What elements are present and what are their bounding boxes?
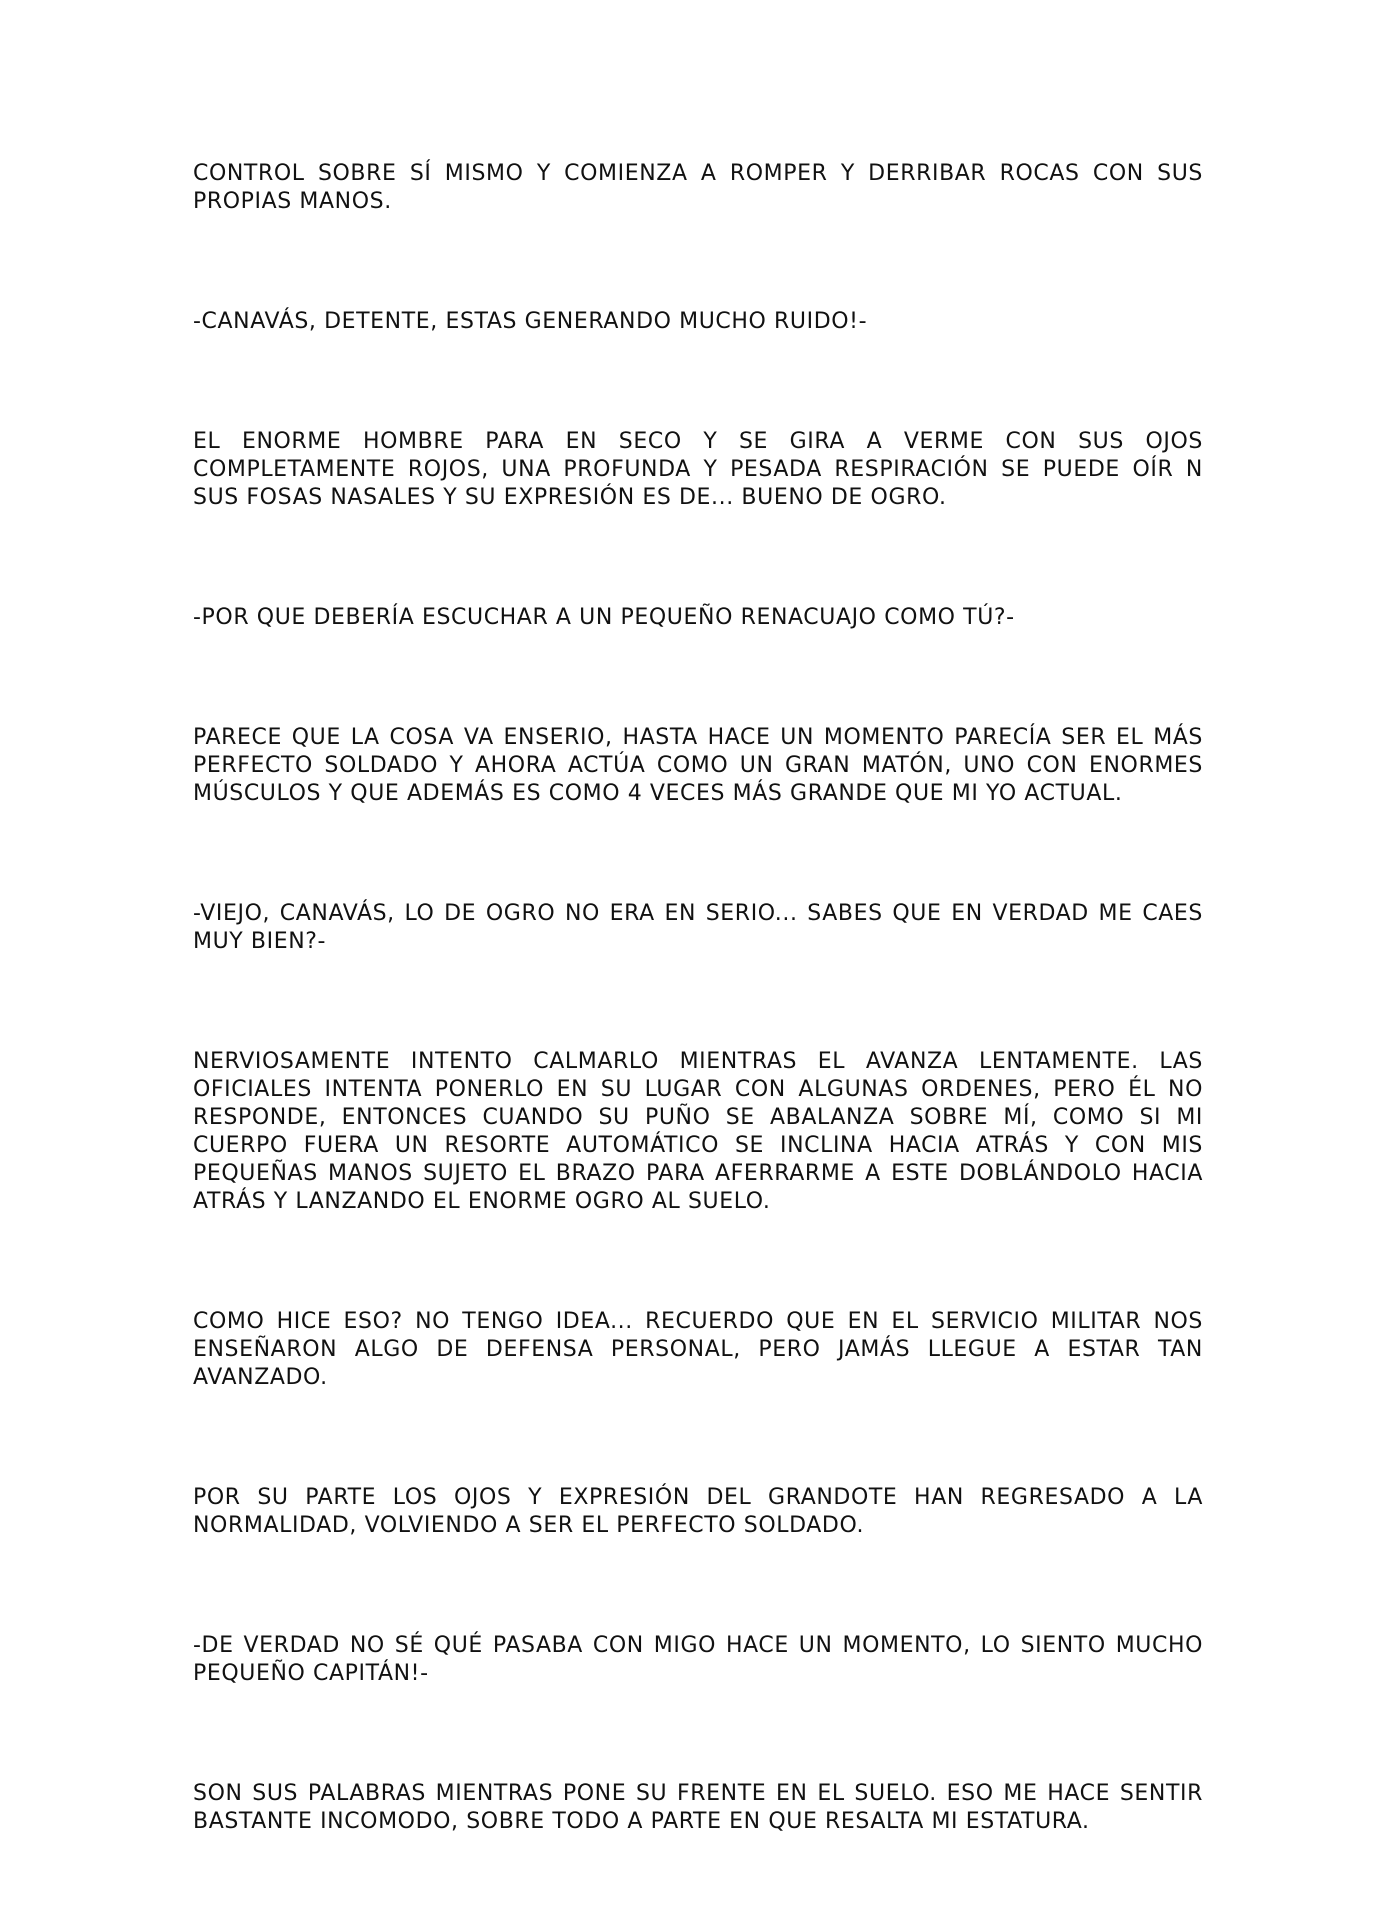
paragraph-10: -DE VERDAD NO SÉ QUÉ PASABA CON MIGO HACE UN MOMENTO, LO SIENTO MUCHO PEQUEÑO CAPITÁN!- [193,1633,1203,1686]
paragraph-9: POR SU PARTE LOS OJOS Y EXPRESIÓN DEL GRANDOTE HAN REGRESADO A LA NORMALIDAD, VOLVIENDO A SER EL PERFECTO SOLDADO. [193,1485,1203,1538]
paragraph-11: SON SUS PALABRAS MIENTRAS PONE SU FRENTE EN EL SUELO. ESO ME HACE SENTIR BASTANTE INCOMODO, SOBRE TODO A PARTE EN QUE RESALTA MI ESTATURA. [193,1781,1203,1834]
paragraph-5: PARECE QUE LA COSA VA ENSERIO, HASTA HACE UN MOMENTO PARECÍA SER EL MÁS PERFECTO SOLDADO Y AHORA ACTÚA COMO UN GRAN MATÓN, UNO CON ENORMES MÚSCULOS Y QUE ADEMÁS ES COMO 4 VECES MÁS GRANDE QUE MI YO ACTUAL. [193,725,1203,806]
paragraph-3: EL ENORME HOMBRE PARA EN SECO Y SE GIRA A VERME CON SUS OJOS COMPLETAMENTE ROJOS, UNA PROFUNDA Y PESADA RESPIRACIÓN SE PUEDE OÍR N SUS FOSAS NASALES Y SU EXPRESIÓN ES DE... BUENO DE OGRO. [193,429,1203,510]
paragraph-8: COMO HICE ESO? NO TENGO IDEA... RECUERDO QUE EN EL SERVICIO MILITAR NOS ENSEÑARON ALGO DE DEFENSA PERSONAL, PERO JAMÁS LLEGUE A ESTAR TAN AVANZADO. [193,1309,1203,1390]
text-column [193,160,1203,1928]
paragraph-2: -CANAVÁS, DETENTE, ESTAS GENERANDO MUCHO RUIDO!- [193,309,868,334]
paragraph-7: NERVIOSAMENTE INTENTO CALMARLO MIENTRAS EL AVANZA LENTAMENTE. LAS OFICIALES INTENTA PONERLO EN SU LUGAR CON ALGUNAS ORDENES, PERO ÉL NO RESPONDE, ENTONCES CUANDO SU PUÑO SE ABALANZA SOBRE MÍ, COMO SI MI CUERPO FUERA UN RESORTE AUTOMÁTICO SE INCLINA HACIA ATRÁS Y CON MIS PEQUEÑAS MANOS SUJETO EL BRAZO PARA AFERRARME A ESTE DOBLÁNDOLO HACIA ATRÁS Y LANZANDO EL ENORME OGRO AL SUELO. [193,1049,1203,1214]
paragraph-1: CONTROL SOBRE SÍ MISMO Y COMIENZA A ROMPER Y DERRIBAR ROCAS CON SUS PROPIAS MANOS. [193,161,1203,214]
paragraph-6: -VIEJO, CANAVÁS, LO DE OGRO NO ERA EN SERIO... SABES QUE EN VERDAD ME CAES MUY BIEN?- [193,901,1203,954]
paragraph-4: -POR QUE DEBERÍA ESCUCHAR A UN PEQUEÑO RENACUAJO COMO TÚ?- [193,605,1015,630]
